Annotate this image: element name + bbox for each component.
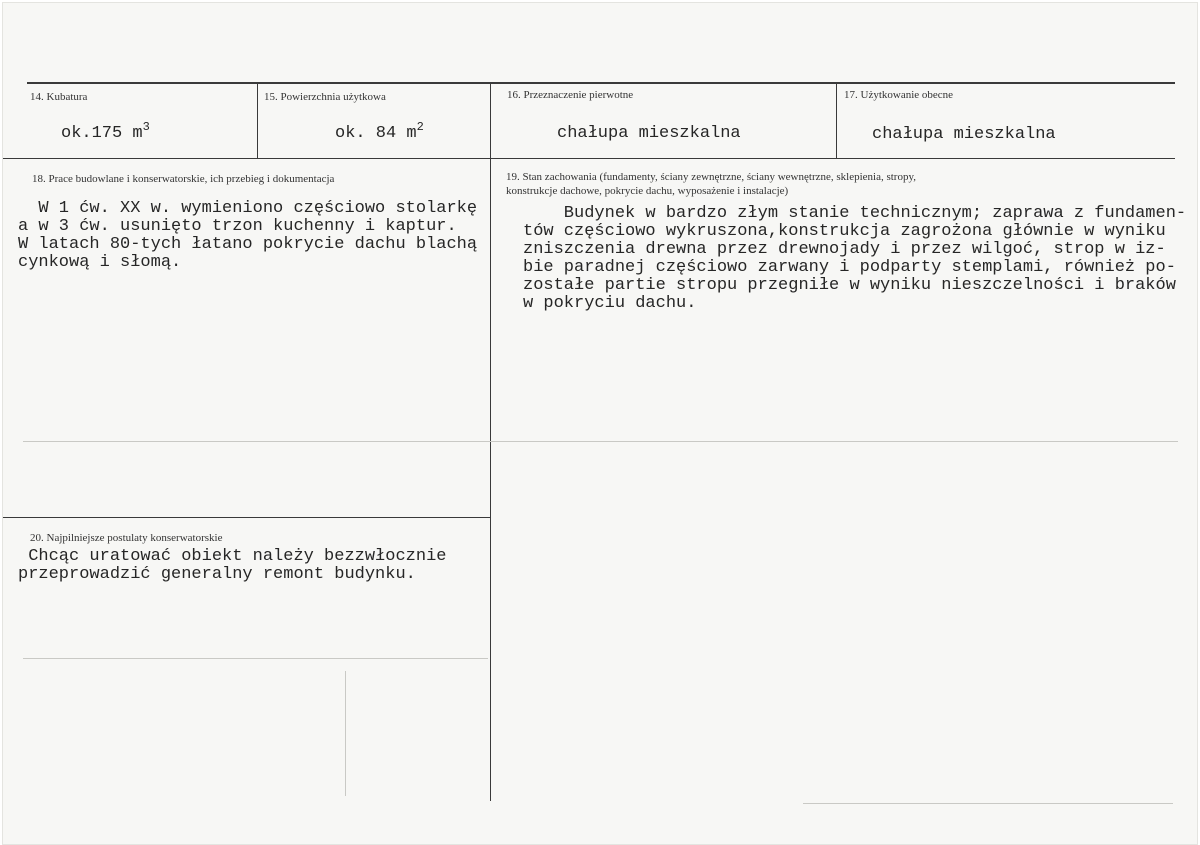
postulaty-label: 20. Najpilniejsze postulaty konserwatorskie	[30, 532, 223, 544]
faint-guide-line	[23, 658, 488, 659]
prace-line: a w 3 ćw. usunięto trzon kuchenny i kaptur.	[18, 217, 457, 236]
postulaty-line: przeprowadzić generalny remont budynku.	[18, 565, 416, 584]
stan-line: zniszczenia drewna przez drewnojady i przez wilgoć, strop w iz-	[523, 240, 1166, 259]
stan-line: bie paradnej częściowo zarwany i podparty stemplami, również po-	[523, 258, 1176, 277]
uzytkowanie-label: 17. Użytkowanie obecne	[844, 89, 954, 101]
stan-line: zostałe partie stropu przegniłe w wyniku nieszczelności i braków	[523, 276, 1176, 295]
stan-line: tów częściowo wykruszona,konstrukcja zagrożona głównie w wyniku	[523, 222, 1166, 241]
faint-guide-line	[23, 441, 1178, 442]
stan-line: Budynek w bardzo złym stanie technicznym; zaprawa z fundamen-	[523, 204, 1187, 223]
faint-guide-line	[345, 671, 346, 796]
stan-label-line2: konstrukcje dachowe, pokrycie dachu, wyposażenie i instalacje)	[506, 185, 789, 197]
top-rule	[27, 82, 1175, 84]
kubatura-label: 14. Kubatura	[30, 91, 88, 103]
faint-guide-line	[803, 803, 1173, 804]
divider-14-15	[257, 83, 258, 159]
inventory-card-sheet	[2, 2, 1198, 845]
przeznaczenie-value: chałupa mieszkalna	[557, 124, 741, 143]
przeznaczenie-label: 16. Przeznaczenie pierwotne	[507, 89, 634, 101]
header-bottom-rule	[3, 158, 1175, 159]
postulaty-line: Chcąc uratować obiekt należy bezzwłocznie	[18, 547, 447, 566]
prace-line: cynkową i słomą.	[18, 253, 182, 272]
section-20-top-rule	[3, 517, 490, 518]
powierzchnia-value: ok. 84 $m^2$	[335, 120, 424, 143]
stan-line: w pokryciu dachu.	[523, 294, 697, 313]
kubatura-value: ok.175 $m^3$	[61, 120, 150, 143]
uzytkowanie-value: chałupa mieszkalna	[872, 125, 1056, 144]
center-vertical-rule	[490, 158, 491, 801]
divider-15-16	[490, 83, 491, 159]
prace-label: 18. Prace budowlane i konserwatorskie, ich przebieg i dokumentacja	[32, 173, 335, 185]
prace-line: W latach 80-tych łatano pokrycie dachu blachą	[18, 235, 478, 254]
divider-16-17	[836, 83, 837, 159]
stan-label-line1: 19. Stan zachowania (fundamenty, ściany zewnętrzne, ściany wewnętrzne, sklepienia, stropy,	[506, 171, 917, 183]
prace-line: W 1 ćw. XX w. wymieniono częściowo stolarkę	[18, 199, 478, 218]
powierzchnia-label: 15. Powierzchnia użytkowa	[264, 91, 386, 103]
